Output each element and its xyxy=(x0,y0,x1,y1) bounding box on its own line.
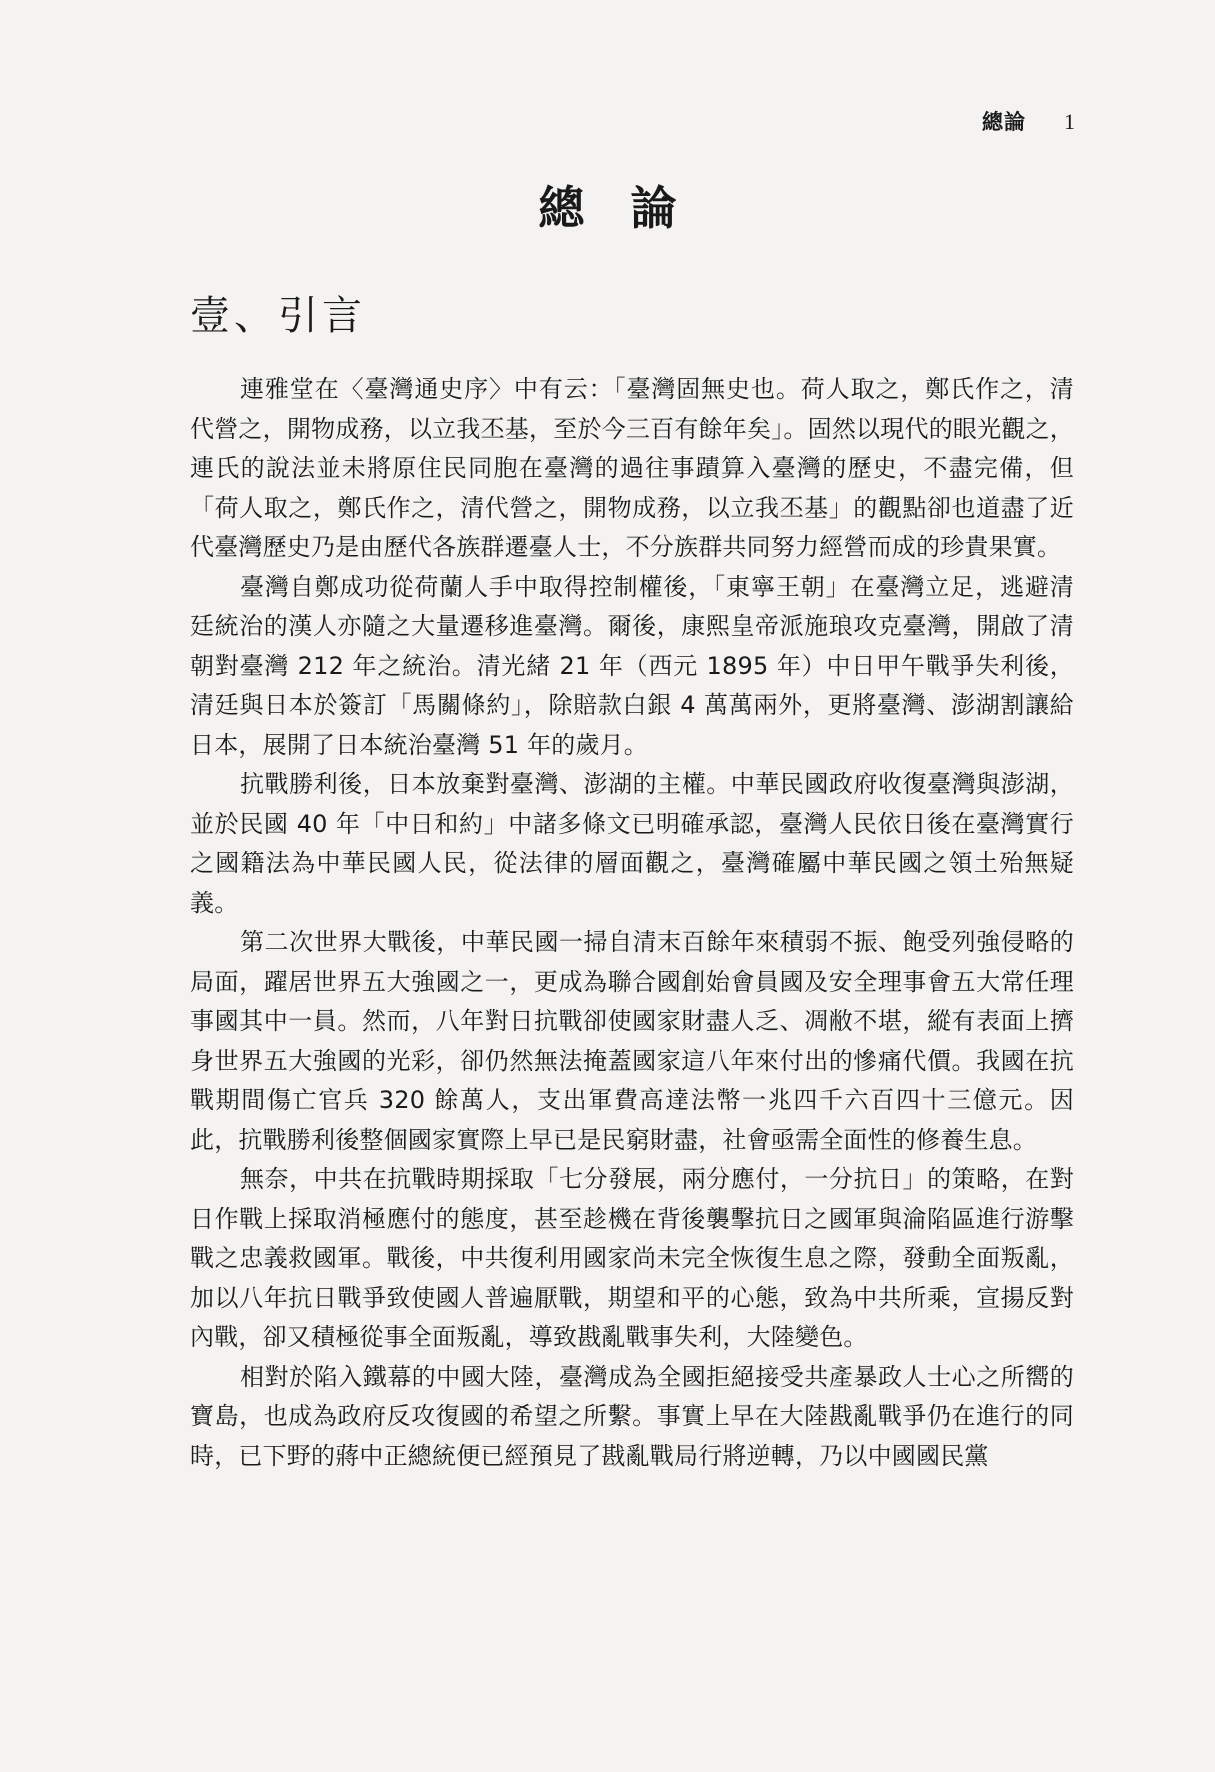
body-text xyxy=(190,370,1074,1476)
page-number: 1 xyxy=(1064,109,1075,134)
paragraph-3: 抗戰勝利後，日本放棄對臺灣、澎湖的主權。中華民國政府收復臺灣與澎湖，並於民國 40 年「中日和約」中諸多條文已明確承認，臺灣人民依日後在臺灣實行之國籍法為中華民國人民，從法律的層面觀之，臺灣確屬中華民國之領土殆無疑義。 xyxy=(190,770,1074,917)
paragraph-1: 連雅堂在〈臺灣通史序〉中有云：「臺灣固無史也。荷人取之，鄭氏作之，清代營之，開物成務，以立我丕基，至於今三百有餘年矣」。固然以現代的眼光觀之，連氏的說法並未將原住民同胞在臺灣的過往事蹟算入臺灣的歷史，不盡完備，但「荷人取之，鄭氏作之，清代營之，開物成務，以立我丕基」的觀點卻也道盡了近代臺灣歷史乃是由歷代各族群遷臺人士，不分族群共同努力經營而成的珍貴果實。 xyxy=(190,375,1074,561)
section-heading: 壹、引言 xyxy=(190,293,366,339)
paragraph-2: 臺灣自鄭成功從荷蘭人手中取得控制權後，「東寧王朝」在臺灣立足，逃避清廷統治的漢人亦隨之大量遷移進臺灣。爾後，康熙皇帝派施琅攻克臺灣，開啟了清朝對臺灣 212 年之統治。清光緒 21 年（西元 1895 年）中日甲午戰爭失利後，清廷與日本於簽訂「馬關條約」，除賠款白銀 4 萬萬兩外，更將臺灣、澎湖割讓給日本，展開了日本統治臺灣 51 年的歲月。 xyxy=(190,572,1074,759)
paragraph-6: 相對於陷入鐵幕的中國大陸，臺灣成為全國拒絕接受共產暴政人士心之所嚮的寶島，也成為政府反攻復國的希望之所繫。事實上早在大陸戡亂戰爭仍在進行的同時，已下野的蔣中正總統便已經預見了戡亂戰局行將逆轉，乃以中國國民黨 xyxy=(190,1362,1074,1470)
paragraph-5: 無奈，中共在抗戰時期採取「七分發展，兩分應付，一分抗日」的策略，在對日作戰上採取消極應付的態度，甚至趁機在背後襲擊抗日之國軍與淪陷區進行游擊戰之忠義救國軍。戰後，中共復利用國家尚未完全恢復生息之際，發動全面叛亂，加以八年抗日戰爭致使國人普遍厭戰，期望和平的心態，致為中共所乘，宣揚反對內戰，卻又積極從事全面叛亂，導致戡亂戰事失利，大陸變色。 xyxy=(190,1165,1074,1351)
running-header xyxy=(982,106,1075,136)
paragraph-4: 第二次世界大戰後，中華民國一掃自清末百餘年來積弱不振、飽受列強侵略的局面，躍居世界五大強國之一，更成為聯合國創始會員國及安全理事會五大常任理事國其中一員。然而，八年對日抗戰卻使國家財盡人乏、凋敝不堪，縱有表面上擠身世界五大強國的光彩，卻仍然無法掩蓋國家這八年來付出的慘痛代價。我國在抗戰期間傷亡官兵 320 餘萬人，支出軍費高達法幣一兆四千六百四十三億元。因此，抗戰勝利後整個國家實際上早已是民窮財盡，社會亟需全面性的修養生息。 xyxy=(190,928,1074,1154)
chapter-title: 總論 xyxy=(538,181,723,235)
running-title: 總論 xyxy=(982,110,1026,134)
